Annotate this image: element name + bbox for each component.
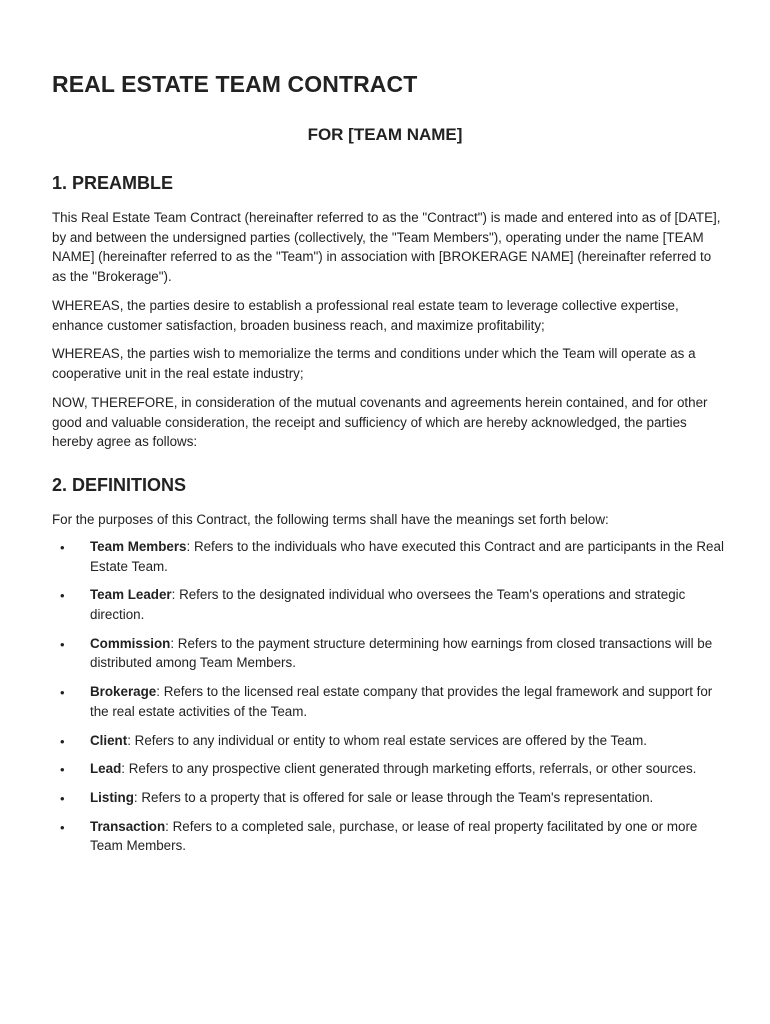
definition-item-listing xyxy=(52,788,724,808)
document-subtitle: FOR [TEAM NAME] xyxy=(307,125,463,144)
definitions-heading: 2. DEFINITIONS xyxy=(52,475,187,495)
definition-text: : Refers to the payment structure determining how earnings from closed transactions will be distributed among Team Members. xyxy=(90,635,713,671)
definition-term: Team Members xyxy=(90,539,187,554)
definition-term: Lead xyxy=(90,761,122,777)
definition-text: : Refers to a completed sale, purchase, or lease of real property facilitated by one or more Team Members. xyxy=(90,818,698,854)
definition-term: Brokerage xyxy=(90,684,157,700)
definition-item-lead xyxy=(52,759,724,779)
preamble-paragraph-4: NOW, THEREFORE, in consideration of the mutual covenants and agreements herein contained, and for other good and valuable consideration, the receipt and sufficiency of which are hereby acknowledged, the parties hereby agree as follows: xyxy=(52,395,708,450)
definition-item-transaction xyxy=(52,817,724,856)
definition-item-client xyxy=(52,731,724,751)
definition-text: : Refers to the licensed real estate company that provides the legal framework and support for the real estate activities of the Team. xyxy=(90,684,713,719)
preamble-heading: 1. PREAMBLE xyxy=(52,173,174,193)
definition-item-team-leader xyxy=(52,585,724,624)
bullet-dot: • xyxy=(60,762,65,778)
definition-term: Team Leader xyxy=(90,587,172,603)
definition-term: Listing xyxy=(90,790,134,806)
definition-term: Commission xyxy=(90,635,171,651)
bullet-dot: • xyxy=(60,733,65,749)
definitions-intro: For the purposes of this Contract, the following terms shall have the meanings set forth below: xyxy=(52,512,609,527)
bullet-dot: • xyxy=(60,588,65,604)
definition-item-brokerage xyxy=(52,682,724,721)
preamble-paragraph-3: WHEREAS, the parties wish to memorialize the terms and conditions under which the Team will operate as a cooperative unit in the real estate industry; xyxy=(52,346,696,381)
bullet-dot: • xyxy=(60,819,65,835)
definition-item-commission xyxy=(52,634,724,673)
definition-text: : Refers to a property that is offered for sale or lease through the Team's representation. xyxy=(133,790,654,806)
document-title: REAL ESTATE TEAM CONTRACT xyxy=(52,71,418,97)
definition-text: : Refers to any prospective client generated through marketing efforts, referrals, or other sources. xyxy=(121,761,697,777)
bullet-dot: • xyxy=(60,636,65,652)
bullet-dot: • xyxy=(60,540,65,555)
definition-term: Client xyxy=(90,732,128,748)
definition-text: : Refers to the designated individual who oversees the Team's operations and strategic direction. xyxy=(90,587,686,622)
definitions-list xyxy=(52,537,724,865)
bullet-dot: • xyxy=(60,791,65,807)
preamble-paragraph-1: This Real Estate Team Contract (hereinafter referred to as the "Contract") is made and entered into as of [DATE], by and between the undersigned parties (collectively, the "Team Members"), operating under the name [TEAM NAME] (hereinafter referred to as the "Team") in association with [BROKERAGE NAME] (hereinafter referred to as the "Brokerage"). xyxy=(52,210,721,284)
definition-text: : Refers to any individual or entity to whom real estate services are offered by the Team. xyxy=(127,732,647,748)
definition-text: : Refers to the individuals who have executed this Contract and are participants in the Real Estate Team. xyxy=(90,539,724,574)
bullet-dot: • xyxy=(60,685,65,701)
definition-item-team-members xyxy=(52,537,724,576)
definition-term: Transaction xyxy=(90,818,166,834)
preamble-paragraph-2: WHEREAS, the parties desire to establish a professional real estate team to leverage collective expertise, enhance customer satisfaction, broaden business reach, and maximize profitability; xyxy=(52,298,679,333)
